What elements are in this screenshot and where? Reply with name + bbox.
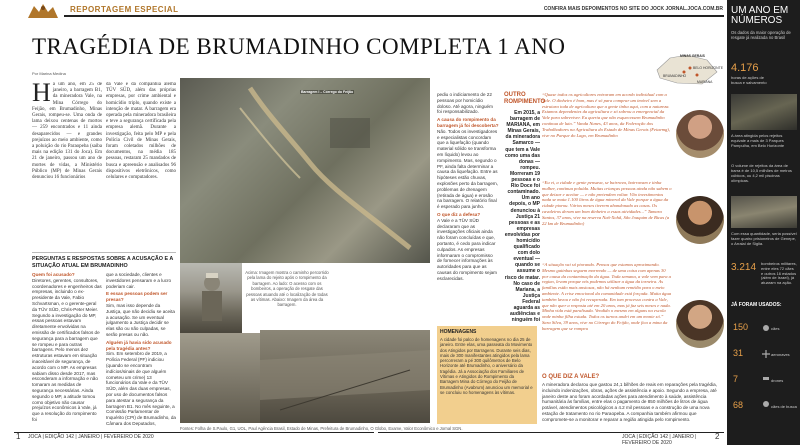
header-rule: [64, 15, 724, 17]
stat-hours-number: 4.176: [731, 62, 759, 74]
panel-subtitle: Os dados da maior operação de resgate já realizada no Brasil: [731, 30, 791, 40]
stat-search-dogs-label: cães de busca: [771, 404, 797, 409]
intro-text-2: da Vale e da companhia alemã TÜV SÜD, além das próprias empresas, por crime ambiental e homicídio triplo, quando existe a intenção de matar. A barragem era operada pela mineradora brasileira e teve a segurança certificada pela empresa alemã. Durante a investigação, feita pelo MP e pela Polícia Civil de Minas Gerais, foram coletados milhões de documentos, na média 185 pessoas, restaram 25 mandados de busca e apreensão e analisados 96 dispositivos eletrônicos, como celulares e computadores.: [106, 82, 176, 181]
stat-firefighters-number: 3.214: [731, 262, 757, 273]
aerial-mud-photo: [260, 330, 430, 423]
folio-right: JOCA | EDIÇÃO 142 | JANEIRO | FEVEREIRO DE 2020: [622, 434, 697, 445]
dropcap: H: [32, 82, 51, 107]
map-city-mariana: MARIANA: [697, 80, 713, 84]
page-number-left: 1: [16, 432, 21, 441]
joca-logo-icon: [26, 2, 60, 20]
intro-column-1: [32, 82, 102, 252]
answer: A Vale e a TÜV SÜD declararam que as investigações oficiais ainda não foram concluídas e que, portanto, é cedo para indicar culpados. As empresas informaram o compromisso de fornecer informações às autoridades para que as causas do rompimento sejam esclarecidas.: [437, 217, 498, 281]
quote-3: “A situação vai só piorando. Pensos que estamos aproximando. Mesmo gatinhas seguem morrendo — de uma coisa com apenas 30 por causa da contaminação da água. Toda semana, a vale vem para a regiao, levam porque nós podemos utilizar a água da torneira. As famílias estão mais ansiosas, não há nenhum remédio para o meio ambiente. A crise emocional da comunidade está forçada. Muita água também lavou e não foi recuperada. Em tom processo contra a Vale, que não quer a resposta até em 20 anos, mas já faz seis meses e nada. Minha vida está paralisada. Vendido o mesmo em alguns na escola onde minha filha estuda. Todos os turnos andei em um monte só.” Sara Silva, 39 anos, vive no Córrego do Feijão, onde fica a mina da barragem que se rompeu: [542, 262, 672, 331]
aircraft-icon: [762, 350, 770, 358]
section-label: REPORTAGEM ESPECIAL: [70, 5, 179, 14]
stat-dogs-label: cães: [771, 326, 780, 331]
stat-dogs-number: 150: [733, 322, 749, 332]
map-city-brumadinho: BRUMADINHO: [663, 74, 687, 78]
rescue-worker-icon: [180, 263, 242, 333]
outro-title: OUTRO ROMPIMENTO: [504, 92, 546, 105]
lama-path-icon: [180, 78, 430, 263]
map-state-label: MINAS GERAIS: [680, 54, 705, 58]
homenagens-title: HOMENAGENS: [440, 329, 477, 335]
stat-firefighters-label: bombeiros militares, entre eles 72 cães e outros 16 estados (além de Israel), já atuaram na ação.: [761, 261, 797, 286]
article-area: [12, 0, 725, 445]
footer-rule-left: [14, 432, 374, 433]
answer: Não. Todos os investigadores e especialistas concordam que a liquefação (quando material sólido se transforma em líquido) levou ao rompimento. Mas, segundo o PF, ainda falta determinar a causa da liquefação. Entre as hipóteses estão chuvas, explosões perto da barragem, problemas de drenagem (retirada de água) e erosão na barragem. O relatório final é esperado para junho.: [437, 128, 499, 210]
question: O que diz a defesa?: [437, 211, 481, 217]
stat-aircraft-number: 31: [733, 348, 744, 358]
map-city-bh: BELO HORIZONTE: [693, 66, 723, 70]
stat-drones-label: drones: [771, 378, 784, 383]
panel-caption-prison: Com essa quantidade, seria possível fazer quatro prisioneiros de Genepe, o Arraial de Siglia.: [731, 231, 797, 246]
portrait-tamara: [676, 196, 724, 244]
header-link-text[interactable]: CONFIRA MAIS DEPOIMENTOS NO SITE DO JOCK JORNAL.JOCA.COM.BR: [543, 6, 723, 12]
map-label: Barragem I – Córrego do Feijão: [301, 90, 354, 94]
dog-icon: [763, 325, 769, 331]
numbers-panel: [727, 0, 800, 445]
portrait-sara: [676, 300, 724, 348]
question: Alguém já havia sido acusado pela tragédia antes?: [106, 339, 172, 351]
qa-column-3: [437, 92, 499, 322]
intro-text-1: á um ano, em 25 de janeiro, a barragem B1, da mineradora Vale, na Mina Córrego do Feijão, em Brumadinho, Minas Gerais, rompeu-se. Uma onda de lama deixou centenas de mortos — 259 encontrados e 11 ainda desaparecidos — e grandes prejuízos ao meio ambiente, como a poluição do rio Paraopeba (saiba mais na edição 131 do Joca). Em 21 de janeiro, passou um ano de mortes de vidas, a Ministério Público (MP) de Minas Gerais denunciou 16 funcionários: [32, 82, 102, 181]
panel-photo-area: [731, 94, 797, 130]
answer: Sim. Em setembro de 2019, a Polícia Federal (PF) indiciou (quando se encontram indícios/sinais de que alguém cometeu um crime) 13 funcionários da Vale e da TÜV SÜD, além das duas empresas, por uso de documentos falsos para atestar a segurança da barragem B1. No mês seguinte, a Comissão Parlamentar de Inquérito (CPI) de Brumadinho, da Câmara dos Deputados,: [106, 351, 176, 426]
qa-column-2: [106, 272, 176, 430]
answer: que a sociedade, clientes e investidores pensaram e a lucro poderiam cair.: [106, 272, 172, 289]
panel-title-line-1: UM ANO EM: [731, 5, 789, 16]
portrait-vanda: [676, 110, 724, 158]
article-title: TRAGÉDIA DE BRUMADINHO COMPLETA 1 ANO: [32, 34, 566, 59]
drone-icon: [763, 377, 769, 380]
photo-credits: Fontes: Folha de S.Paulo, G1, UOL, Paul Agência Brasil, Estado de Minas, Prefeitura de Brumadinho, O Globo, Exame, Valor Econômico e Jornal SGN.: [180, 426, 463, 431]
panel-title: [731, 6, 788, 26]
paragraph: pediu o indiciamento de 22 pessoas por homicídio doloso. Até agora, ninguém foi responsabilizado.: [437, 92, 493, 115]
qa-column-1: [32, 272, 102, 430]
homenagens-box: [437, 326, 537, 424]
stat-drones-number: 7: [733, 374, 739, 384]
rescue-worker-photo: [180, 263, 242, 333]
panel-photo-rejeitos: [731, 196, 797, 228]
answer: Sim, mas isso depende da Justiça, que não decidiu se aceita a acusação. Se um eventual julgamento a Justiça decidir se elas são ou não culpadas, se serão presas ou não.: [106, 302, 175, 337]
vale-title: O QUE DIZ A VALE?: [542, 374, 600, 380]
divider: [32, 252, 176, 253]
panel-title-line-2: NÚMEROS: [731, 15, 783, 26]
panel-caption-area: A área atingida pelos rejeitos equivale a mais de 3 Parques Pampulha, em Belo Horizonte: [731, 133, 785, 148]
stat-hours-label: horas de ações de busca e salvamento: [731, 75, 767, 85]
panel-icons: [761, 322, 771, 422]
stat-search-dogs-number: 68: [733, 400, 744, 410]
question: Quem foi acusado?: [32, 272, 75, 277]
byline: Por Marina Medina: [32, 71, 66, 76]
qa-heading: PERGUNTAS E RESPOSTAS SOBRE A ACUSAÇÃO E A SITUAÇÃO ATUAL EM BRUMADINHO: [32, 256, 174, 269]
outro-text: Em 2015, a barragem de MARIANA, em Minas Gerais, da mineradora Samarco — que tem a Vale como uma das donas — rompeu. Morreram 19 pessoas e o Rio Doce foi contaminado. Um ano depois, o MP denunciou à Justiça 21 pessoas e as empresas envolvidas por homicídio qualificado com dolo eventual — quando se assume o risco de matar. No caso de Mariana, a Justiça Federal aguarda as audiências e ninguém foi: [504, 110, 540, 322]
question: A causa do rompimento da barragem já foi descoberta?: [437, 117, 499, 128]
homenagens-text: A cidade foi palco de homenagens no dia 25 de janeiro. Entre elas, uma passeata do Movimento dos Atingidos por Barragens. Durante seis dias, mais de 300 manifestantes atingidos pela lama percorreram a pé 300 quilômetros de Belo Horizonte até Brumadinho, o aniversário da tragédia. Já a Associação dos Familiares de Vítimas e Atingidos do Rompimento da Barragem Mina do Córrego do Feijão de Brumadinho (Avabrum) anunciou um memorial e se concluiu no homenagens às vítimas.: [440, 337, 533, 395]
stat-aircraft-label: aeronaves: [771, 352, 790, 357]
satellite-map-photo: [180, 78, 430, 263]
mud-field-photo: [180, 333, 260, 423]
folio-left: JOCA | EDIÇÃO 142 | JANEIRO | FEVEREIRO DE 2020: [28, 434, 154, 440]
page-number-right: 2: [715, 432, 720, 441]
question: E essas pessoas podem ser presas?: [106, 291, 168, 303]
used-title: JÁ FORAM USADOS:: [731, 302, 782, 308]
aerial-texture-icon: [260, 330, 430, 423]
photo-caption: Acima: Imagem mostra o caminho percorrido pela lama do rejeito após o rompimento da barragem. Ao lado: O acesso com os bombeiros, a operação de resgate das pessoas atuando até o localização de todas as vítimas. Abaixo: Imagem da área da barragem.: [245, 270, 329, 308]
panel-caption-volume: O volume de rejeitos da área de barra é de 10,5 milhões de metros cúbicos, ou 4,2 mil piscinas olímpicas.: [731, 163, 792, 183]
quote-1: “Quase todos os agricultores entraram em acordo individual com a Vale. O dinheiro é bom, mas é só para comprar um imóvel sem a estrutura toda de agricultura que a gente tinha aqui, com a natureza. Estamos dependentes da agricultura e só sobrou a emergencial da Vale para sobreviver. Eu queria que não esquecessem Brumadinho continua de luto.” Vanda Nunes, 43 anos, da Federação dos Trabalhadores na Agricultura do Estado de Minas Gerais (Fetaemg), vive no Parque do Lago, em Brumadinho: [542, 92, 670, 138]
answer: Diretores, gerentes, consultores, coordenadores e engenheiros das empresas, incluindo o ex-presidente da Vale, Fabio Schvartsman, e o gerente-geral da TÜV SÜD, Chris-Peter Meier. Segundo a investigação do MP, essas pessoas estavam diretamente envolvidas na emissão de certificados falsos de segurança para a barragem que se rompeu e para outras barragens. Pelo menos dez estruturas estavam em situação inaceitável de segurança, de acordo com o MP. As empresas sabiam disso desde 2017, mas esconderam a informação e não tomaram as medidas de segurança necessárias. Ainda segundo o MP, a atitude tomou como objetivo não causar prejuízos econômicos à Vale, já que a resolução do rompimento foi: [32, 277, 102, 422]
vale-text: A mineradora declarou que gastou 24,1 bilhões de reais em reparações pela tragédia, incluindo indenizações, obras, ações de assistência e apoio. Segundo a empresa, até janeiro deste ano foram acordadas ações para atendimento à saúde, assistência humanitária às famílias, entre elas o pagamento de 850 milhões de litros de água potável, atendimentos psicológicos a 4.2 mil pessoas e a construção de uma nova estação de tratamento no rio Paraopeba. A companhia também afirmou que compromete-se a monitorar e reparar a região atingida pelo rompimento.: [542, 382, 717, 422]
search-dog-icon: [763, 401, 769, 407]
intro-column-2: [106, 82, 176, 252]
footer-rule-right: [378, 432, 724, 433]
quote-2: “Eu vi, a cidade e gente pensava, se bairrava, bairravam e tinha mulher, continua poluída. Muitas crianças pessoas ainda não sabem o que deixar e aceitar — e não pretendem voltar. Vão investimentos nada se mata 1.100 litros de água mineral da Vale porque a água da cidade piorou. Vários meses tiverem abandonado as casas. Os cavaleiros deram um bom dinheiro a essas atividades...” Tamara Santos, 37 anos, vive na reserva Naô-Xohã, São Joaquim de Bicas (a 22 km de Brumadinho): [542, 180, 672, 226]
